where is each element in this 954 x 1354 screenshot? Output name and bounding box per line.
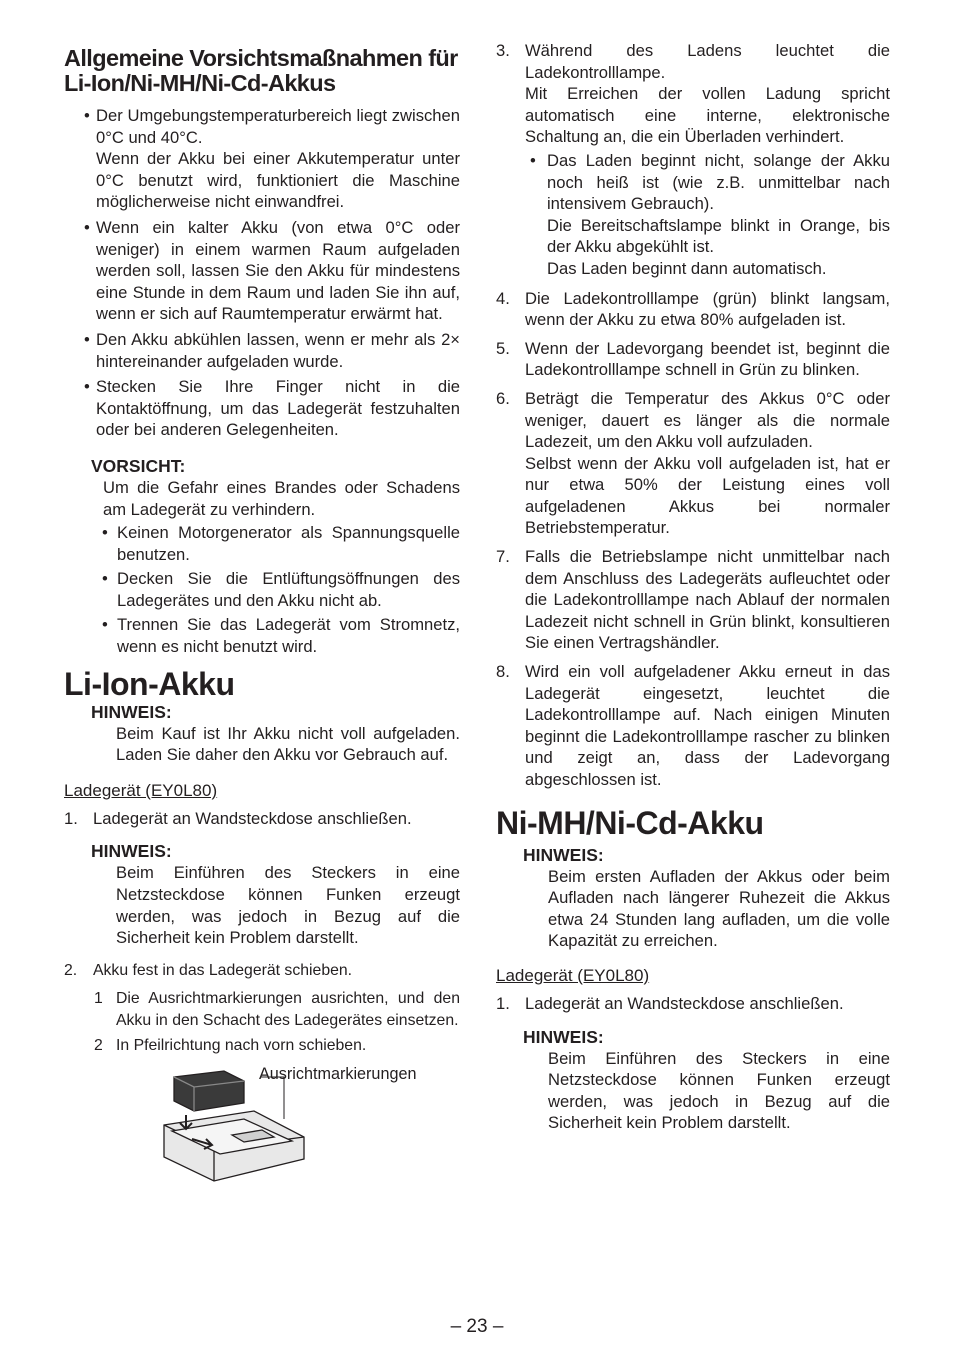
right-column [496,40,890,1134]
section-title-li-ion: Li-Ion-Akku [64,665,235,702]
step-item: 7. Falls die Betriebslampe nicht unmittelbar nach dem Anschluss des Ladegeräts aufleuchtet oder die Ladekontrolllampe nach Ablauf der normalen Ladezeit nicht schnell in Grün blinkt, konsultieren Sie einen Vertragshändler. [496,547,890,653]
caution-intro: Um die Gefahr eines Brandes oder Schadens am Ladegerät zu verhindern. [103,477,460,519]
step-item: 4. Die Ladekontrolllampe (grün) blinkt langsam, wenn der Akku zu etwa 80% aufgeladen ist. [496,288,890,330]
list-item: • Decken Sie die Entlüftungsöffnungen des Ladegerätes und den Akku nicht ab. [102,569,460,610]
list-item: • Wenn ein kalter Akku (von etwa 0°C oder weniger) in einem warmen Raum aufgeladen werden soll, lassen Sie den Akku für mindestens eine Stunde in dem Raum und laden Sie ihn auf, wenn er sich auf Raumtemperatur erwärmt hat. [84,217,460,324]
note-label: HINWEIS: [91,701,172,722]
note-text: Beim Einführen des Steckers in eine Netzsteckdose können Funken erzeugt werden, was jedoch in Bezug auf die Sicherheit kein Problem darstellt. [548,1048,890,1133]
step-item: 1. Ladegerät an Wandsteckdose anschließen. [496,993,844,1013]
charger-model-label: Ladegerät (EY0L80) [496,965,650,985]
list-item: • Trennen Sie das Ladegerät vom Stromnetz, wenn es nicht benutzt wird. [102,615,460,657]
note-label: HINWEIS: [523,844,604,865]
note-label: HINWEIS: [523,1026,604,1047]
charger-model-label: Ladegerät (EY0L80) [64,780,218,800]
step-item: 5. Wenn der Ladevorgang beendet ist, beginnt die Ladekontrolllampe schnell in Grün zu blinken. [496,338,890,380]
list-item: • Stecken Sie Ihre Finger nicht in die Kontaktöffnung, um das Ladegerät festzuhalten oder bei anderen Gelegenheiten. [84,377,460,440]
step-item: 8. Wird ein voll aufgeladener Akku erneut in das Ladegerät eingesetzt, leuchtet die Ladekontrolllampe auf. Nach einigen Minuten beginnt die Ladekontrolllampe rascher zu blinken und zeigt an, dass der Ladevorgang abgeschlossen ist. [496,662,890,789]
step-item: 1. Ladegerät an Wandsteckdose anschließen. [64,808,412,828]
note-label: HINWEIS: [91,841,172,862]
list-item: • Das Laden beginnt nicht, solange der Akku noch heiß ist (wie z.B. unmittelbar nach intensivem Gebrauch). Die Bereitschaftslampe blinkt in Orange, bis der Akku abgekühlt ist. Das Laden beginnt dann automatisch. [530,150,890,278]
list-item: • Der Umgebungstemperaturbereich liegt zwischen 0°C und 40°C. Wenn der Akku bei einer Akkutemperatur unter 0°C benutzt wird, funktioniert die Maschine möglicherweise nicht einwandfrei. [84,106,460,212]
page-number: – 23 – [450,1316,504,1337]
list-item: • Den Akku abkühlen lassen, wenn er mehr als 2× hintereinander aufgeladen wurde. [84,329,460,371]
step-item: 3. Während des Ladens leuchtet die Ladekontrolllampe. Mit Erreichen der vollen Ladung spricht automatisch eine interne, elektronische Schaltung an, die ein Überladen verhindert. [496,41,890,147]
note-text: Beim Kauf ist Ihr Akku nicht voll aufgeladen. Laden Sie daher den Akku vor Gebrauch auf. [116,723,460,765]
step-item: 6. Beträgt die Temperatur des Akkus 0°C oder weniger, dauert es länger als die normale Ladezeit, um den Akku voll aufzuladen. Selbst wenn der Akku voll aufgeladen ist, hat er nur etwa 50% der Leistung eines voll aufgeladenen Akkus bei normaler Betriebstemperatur. [496,388,890,538]
section-title-ni-mh: Ni-MH/Ni-Cd-Akku [496,804,764,841]
note-text: Beim ersten Aufladen der Akkus oder beim Aufladen nach längerer Ruhezeit die Akkus etwa 24 Stunden lang aufladen, um die volle Kapazität zu erreichen. [548,866,890,951]
list-item: • Keinen Motorgenerator als Spannungsquelle benutzen. [102,523,460,564]
step-item: 2. Akku fest in das Ladegerät schieben. [64,961,353,979]
sub-step-item: 2 In Pfeilrichtung nach vorn schieben. [94,1036,367,1054]
note-text: Beim Einführen des Steckers in eine Netzsteckdose können Funken erzeugt werden, was jedoch in Bezug auf die Sicherheit kein Problem darstellt. [116,863,460,948]
caution-label: VORSICHT: [91,455,186,476]
section-heading-precautions: Allgemeine Vorsichtsmaßnahmen für Li-Ion/Ni-MH/Ni-Cd-Akkus [64,45,458,96]
charger-illustration [64,1059,460,1195]
left-column [64,40,460,1195]
sub-step-item: 1 Die Ausrichtmarkierungen ausrichten, und den Akku in den Schacht des Ladegerätes einsetzen. [94,990,460,1029]
figure-callout-label: Ausrichtmarkierungen [259,1065,417,1084]
